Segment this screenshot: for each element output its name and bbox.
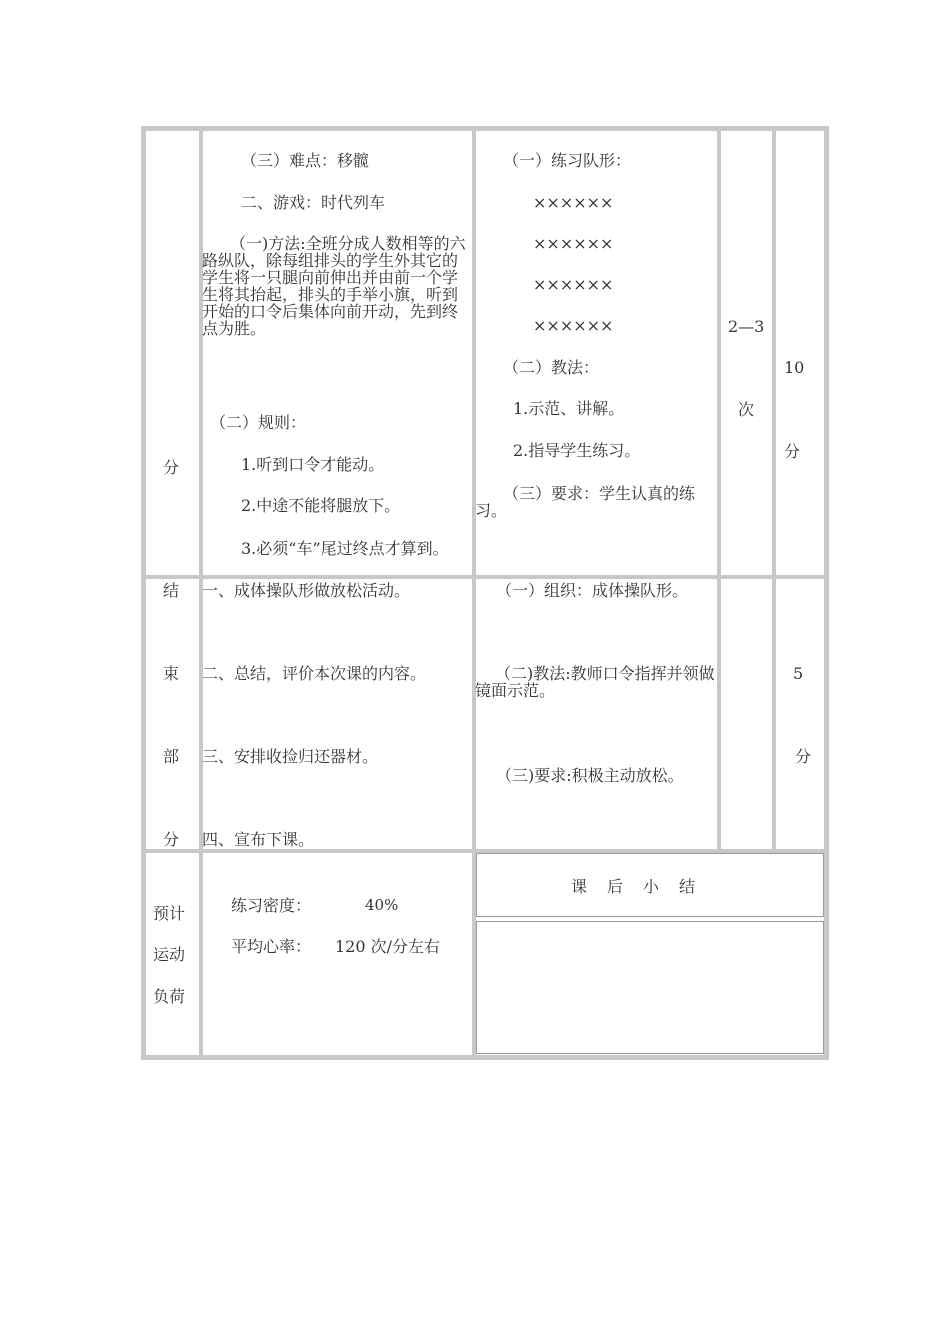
rule-1: 1.听到口令才能动。	[241, 455, 385, 474]
formation-row-4: ××××××	[533, 316, 614, 335]
formation-row-1: ××××××	[533, 193, 614, 212]
summary-body-cell	[476, 921, 824, 1054]
section2-duration: 5	[793, 664, 804, 683]
teaching-2: 2.指导学生练习。	[513, 441, 641, 460]
closing-item-3: 三、安排收捡归还器材。	[202, 747, 379, 766]
teaching-title: （二）教法：	[503, 358, 600, 377]
section1-times-cell	[719, 129, 774, 577]
summary-title: 课 后 小 结	[571, 877, 698, 896]
formation-row-3: ××××××	[533, 275, 614, 294]
section2-duration-cell	[774, 577, 826, 851]
closing-item-1: 一、成体操队形做放松活动。	[202, 581, 411, 600]
closing-item-4: 四、宣布下课。	[202, 830, 315, 849]
closing-requirement: （三)要求:积极主动放松。	[496, 766, 684, 785]
rules-title: （二）规则：	[210, 413, 307, 432]
section1-duration: 10	[784, 358, 805, 377]
density-value: 40%	[365, 896, 399, 914]
section2-label-char-4: 分	[163, 830, 180, 849]
rule-3: 3.必须“车”尾过终点才算到。	[241, 539, 449, 558]
section1-label-cell	[144, 129, 201, 577]
section2-label-cell	[144, 577, 201, 851]
section3-label-line-2: 运动	[153, 945, 186, 964]
section2-content-cell	[201, 577, 474, 851]
section1-duration-cell	[774, 129, 826, 577]
density-label: 练习密度：	[231, 896, 312, 915]
game-title: 二、游戏：时代列车	[241, 193, 386, 212]
heart-value: 120 次/分左右	[335, 937, 441, 956]
closing-teaching: （二)教法:教师口令指挥并领做镜面示范。	[475, 664, 715, 700]
rule-2: 2.中途不能将腿放下。	[241, 496, 401, 515]
section1-times: 2—3	[728, 317, 765, 336]
heart-label: 平均心率：	[231, 937, 312, 956]
difficulty-text: （三）难点：移髋	[241, 151, 370, 170]
closing-item-2: 二、总结，评价本次课的内容。	[202, 664, 427, 683]
formation-row-2: ××××××	[533, 234, 614, 253]
section1-label: 分	[163, 458, 180, 477]
section2-label-char-2: 束	[163, 664, 180, 683]
section3-label-line-3: 负荷	[153, 987, 186, 1006]
section2-organization-cell	[474, 577, 719, 851]
game-method: （一)方法:全班分成人数相等的六路纵队，除每组排头的学生外其它的学生将一只腿向前伸出并由前一个学生将其抬起，排头的手举小旗，听到开始的口令后集体向前开动，先到终点为胜。	[202, 234, 466, 338]
teaching-1: 1.示范、讲解。	[513, 399, 625, 418]
section1-duration-unit: 分	[784, 442, 801, 461]
formation-title: （一）练习队形：	[503, 151, 632, 170]
section1-requirement: （三）要求：学生认真的练习。	[475, 484, 696, 520]
closing-organization: （一）组织：成体操队形。	[496, 581, 689, 600]
section1-times-unit: 次	[738, 400, 755, 419]
section2-label-char-1: 结	[163, 581, 180, 600]
section2-times-cell	[719, 577, 774, 851]
section2-duration-unit: 分	[795, 747, 812, 766]
section2-label-char-3: 部	[163, 747, 180, 766]
section3-label-line-1: 预计	[153, 904, 186, 923]
